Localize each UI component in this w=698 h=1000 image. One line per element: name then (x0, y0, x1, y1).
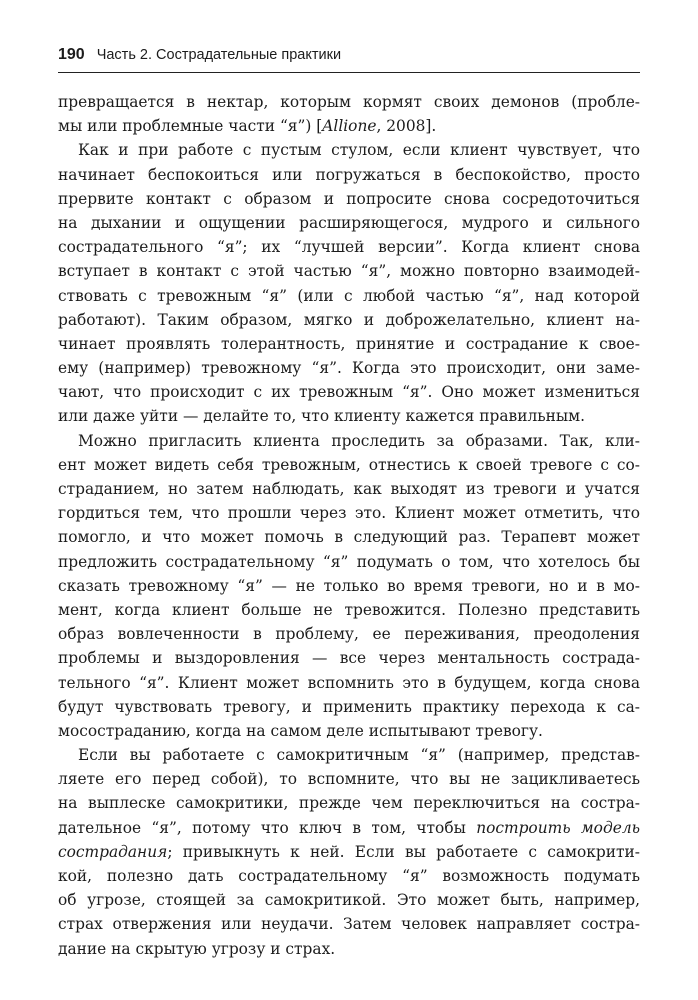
text-line (58, 767, 640, 791)
text-line (58, 235, 640, 259)
text-segment: превращается в нектар, которым кормят своих демонов (пробле- (58, 93, 640, 111)
text-segment: , 2008]. (376, 117, 437, 136)
italic-text: Allione (322, 117, 377, 136)
text-line (58, 937, 640, 961)
paragraph (58, 743, 640, 961)
text-segment: сострадательного “я”; их “лучшей версии”. Когда клиент снова (58, 238, 640, 257)
paragraph (58, 429, 640, 743)
italic-text: сострадания (58, 842, 168, 861)
text-line (58, 791, 640, 815)
running-title: Часть 2. Сострадательные практики (96, 47, 342, 63)
text-line (58, 646, 640, 670)
text-segment: ляете его перед собой), то вспомните, что вы не зацикливаетесь (58, 770, 640, 789)
text-segment: мосостраданию, когда на самом деле испытывают тревогу. (58, 721, 543, 740)
text-line (58, 864, 640, 888)
text-line (58, 671, 640, 695)
text-line (58, 840, 640, 864)
text-segment: Можно пригласить клиента проследить за образами. Так, кли- (78, 431, 640, 450)
text-segment: тельного “я”. Клиент может вспомнить это в будущем, когда снова (58, 673, 640, 692)
running-header (58, 44, 640, 66)
text-line (58, 550, 640, 574)
text-segment: будут чувствовать тревогу, и применить практику перехода к са- (58, 697, 640, 716)
text-segment: вступает в контакт с этой частью “я”, можно повторно взаимодей- (58, 262, 640, 281)
text-segment: ему (например) тревожному “я”. Когда это происходит, они заме- (58, 359, 640, 378)
text-segment: сказать тревожному “я” — не только во время тревоги, но и в мо- (58, 576, 640, 595)
text-line (58, 284, 640, 308)
text-segment: об угрозе, стоящей за самокритикой. Это может быть, например, (58, 891, 640, 910)
paragraph (58, 90, 640, 138)
text-line (58, 259, 640, 283)
page-number: 190 (58, 46, 85, 63)
text-line (58, 574, 640, 598)
text-line (58, 695, 640, 719)
text-line (58, 429, 640, 453)
text-segment: дание на скрытую угрозу и страх. (58, 939, 336, 958)
text-segment: страх отвержения или неудачи. Затем человек направляет состра- (58, 915, 640, 934)
text-segment: мент, когда клиент больше не тревожится. Полезно представить (58, 600, 640, 619)
text-line (58, 380, 640, 404)
text-segment: на выплеске самокритики, прежде чем переключиться на состра- (58, 794, 640, 813)
text-segment: образ вовлеченности в проблему, ее переживания, преодоления (58, 625, 640, 644)
text-line (58, 356, 640, 380)
text-line (58, 90, 640, 114)
text-line (58, 332, 640, 356)
text-line (58, 138, 640, 162)
text-line (58, 114, 640, 138)
text-line (58, 598, 640, 622)
text-line (58, 912, 640, 936)
text-segment: или даже уйти — делайте то, что клиенту кажется правильным. (58, 407, 585, 426)
text-line (58, 187, 640, 211)
text-line (58, 719, 640, 743)
text-segment: работают). Таким образом, мягко и доброжелательно, клиент на- (58, 310, 640, 329)
text-line (58, 163, 640, 187)
text-line (58, 211, 640, 235)
text-line (58, 404, 640, 428)
text-segment: предложить сострадательному “я” подумать о том, что хотелось бы (58, 552, 640, 571)
text-segment: страданием, но затем наблюдать, как выходят из тревоги и учатся (58, 480, 640, 498)
text-segment: ент может видеть себя тревожным, отнестись к своей тревоге с со- (58, 455, 640, 474)
text-segment: на дыхании и ощущении расширяющегося, мудрого и сильного (58, 213, 640, 232)
text-segment: проблемы и выздоровления — все через ментальность сострада- (58, 649, 640, 668)
body-text (58, 90, 640, 961)
text-segment: прервите контакт с образом и попросите снова сосредоточиться (58, 189, 640, 208)
text-line (58, 622, 640, 646)
text-segment: гордиться тем, что прошли через это. Клиент может отметить, что (58, 504, 640, 523)
text-line (58, 477, 640, 501)
header-rule (58, 72, 640, 73)
text-line (58, 525, 640, 549)
text-segment: мы или проблемные части “я”) [ (58, 117, 323, 136)
text-segment: Если вы работаете с самокритичным “я” (например, представ- (78, 746, 640, 765)
text-line (58, 308, 640, 332)
text-segment: Как и при работе с пустым стулом, если клиент чувствует, что (78, 141, 640, 160)
italic-text: построить модель (476, 818, 640, 837)
text-line (58, 453, 640, 477)
text-segment: дательное “я”, потому что ключ в том, чтобы (58, 818, 477, 837)
text-segment: помогло, и что может помочь в следующий раз. Терапевт может (58, 528, 640, 547)
text-segment: ствовать с тревожным “я” (или с любой частью “я”, над которой (58, 286, 640, 305)
text-line (58, 888, 640, 912)
text-segment: кой, полезно дать сострадательному “я” возможность подумать (58, 867, 640, 885)
text-line (58, 501, 640, 525)
text-segment: ; привыкнуть к ней. Если вы работаете с самокрити- (167, 842, 640, 861)
paragraph (58, 138, 640, 428)
text-segment: чинает проявлять толерантность, принятие и сострадание к свое- (58, 334, 640, 353)
text-segment: начинает беспокоиться или погружаться в беспокойство, просто (58, 165, 640, 184)
text-line (58, 743, 640, 767)
text-line (58, 816, 640, 840)
text-segment: чают, что происходит с их тревожным “я”. Оно может измениться (58, 383, 640, 402)
